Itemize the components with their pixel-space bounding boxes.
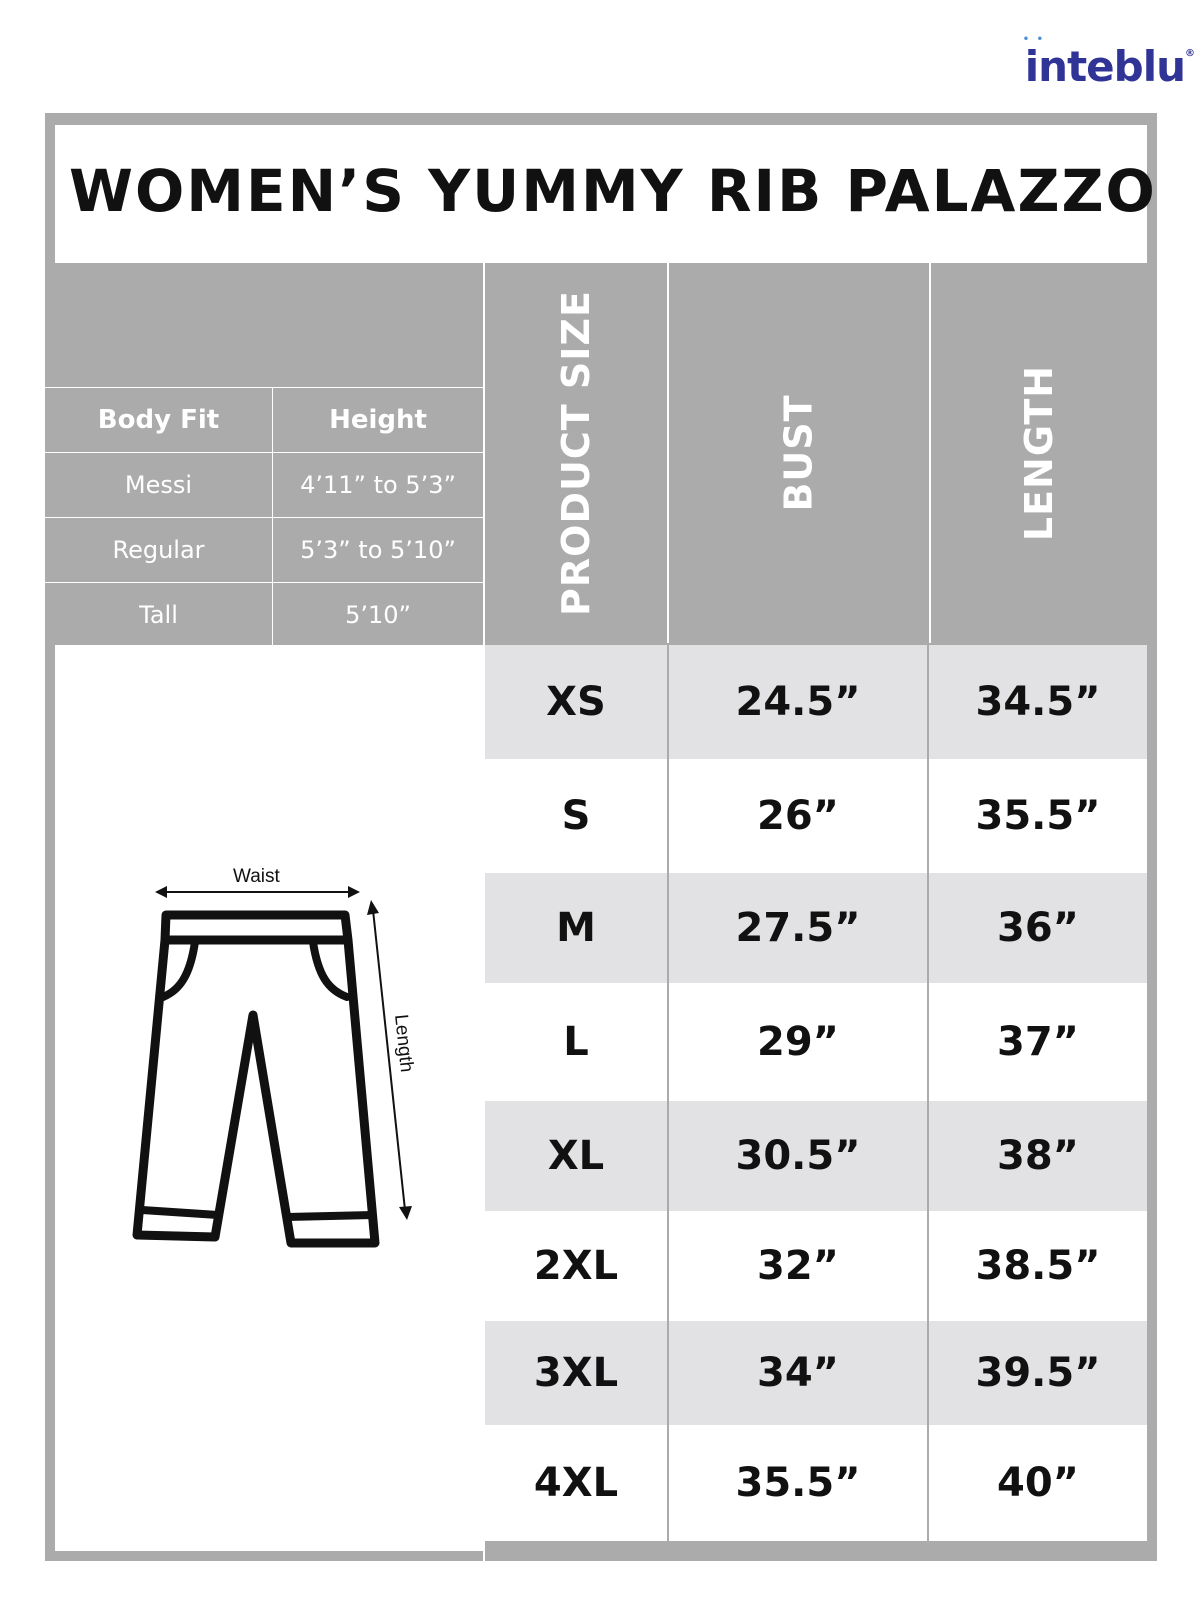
waist-label: Waist xyxy=(233,866,280,887)
size-rows xyxy=(485,645,1147,1541)
length-cell: 35.5” xyxy=(975,793,1101,839)
length-cell: 36” xyxy=(997,905,1079,951)
bust-cell: 27.5” xyxy=(669,873,929,983)
table-row xyxy=(485,983,1147,1101)
height-header: Height xyxy=(273,388,484,453)
fit-height: 5’3” to 5’10” xyxy=(273,518,484,583)
bust-cell: 24.5” xyxy=(669,645,929,759)
size-cell: XS xyxy=(485,645,669,759)
table-row xyxy=(485,759,1147,873)
table-row xyxy=(485,1211,1147,1321)
bust-cell: 34” xyxy=(669,1321,929,1425)
registered-mark: ® xyxy=(1185,48,1194,59)
table-row xyxy=(45,583,483,648)
table-row xyxy=(45,518,483,583)
table-row xyxy=(485,645,1147,759)
length-label: LENGTH xyxy=(1016,364,1061,542)
length-cell: 37” xyxy=(997,1019,1079,1065)
product-size-header xyxy=(485,263,667,643)
length-cell: 40” xyxy=(997,1460,1079,1506)
bust-cell: 35.5” xyxy=(669,1425,929,1541)
bust-header xyxy=(669,263,929,643)
table-row xyxy=(485,873,1147,983)
fit-name: Messi xyxy=(45,453,273,518)
length-cell: 38” xyxy=(997,1133,1079,1179)
bust-cell: 26” xyxy=(669,759,929,873)
table-row xyxy=(485,1425,1147,1541)
table-row xyxy=(45,453,483,518)
length-cell: 38.5” xyxy=(975,1243,1101,1289)
length-cell: 34.5” xyxy=(975,679,1101,725)
length-header xyxy=(931,263,1147,643)
brand-logo xyxy=(1022,34,1194,91)
size-cell: L xyxy=(485,983,669,1101)
size-cell: 3XL xyxy=(485,1321,669,1425)
body-fit-header: Body Fit xyxy=(45,388,273,453)
palazzo-pants-icon xyxy=(55,645,483,1551)
size-cell: S xyxy=(485,759,669,873)
size-cell: 2XL xyxy=(485,1211,669,1321)
fit-name: Regular xyxy=(45,518,273,583)
garment-illustration xyxy=(55,645,483,1551)
bust-cell: 32” xyxy=(669,1211,929,1321)
size-cell: XL xyxy=(485,1101,669,1211)
title-box xyxy=(55,125,1157,263)
bust-cell: 29” xyxy=(669,983,929,1101)
table-row xyxy=(485,1101,1147,1211)
logo-text: inteblu xyxy=(1024,42,1185,91)
logo-dots-icon: • • xyxy=(1022,34,1046,45)
bust-cell: 30.5” xyxy=(669,1101,929,1211)
length-label: Length xyxy=(390,1013,417,1074)
bust-label: BUST xyxy=(776,394,821,512)
length-cell: 39.5” xyxy=(975,1350,1101,1396)
page-title: WOMEN’S YUMMY RIB PALAZZO xyxy=(69,157,1157,225)
product-size-label: PRODUCT SIZE xyxy=(554,290,598,616)
body-fit-header-row xyxy=(45,388,483,453)
size-cell: M xyxy=(485,873,669,983)
fit-height: 4’11” to 5’3” xyxy=(273,453,484,518)
fit-name: Tall xyxy=(45,583,273,648)
size-cell: 4XL xyxy=(485,1425,669,1541)
table-row xyxy=(485,1321,1147,1425)
fit-height: 5’10” xyxy=(273,583,484,648)
body-fit-table xyxy=(45,387,483,647)
